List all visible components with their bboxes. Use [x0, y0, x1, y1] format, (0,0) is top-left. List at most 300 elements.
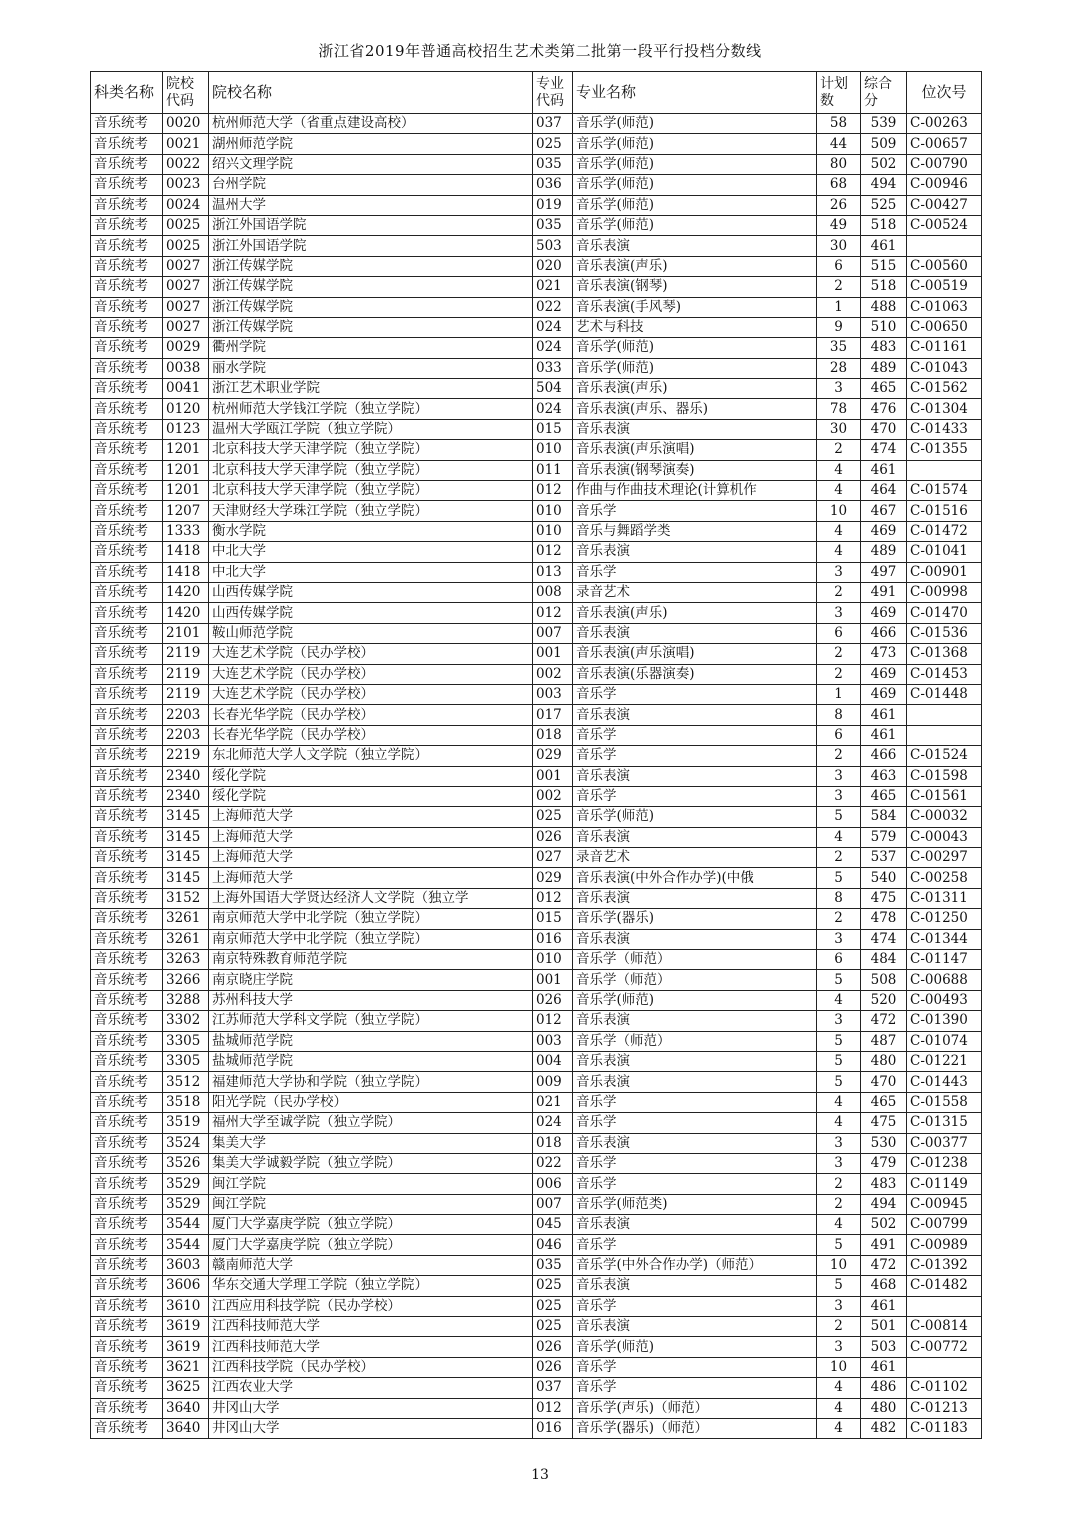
table-row	[91, 868, 982, 888]
school-code-cell: 2340	[163, 766, 209, 786]
score-cell: 520	[861, 990, 907, 1010]
major-name-cell: 音乐表演(声乐演唱)	[573, 644, 817, 664]
major-name-cell: 音乐学	[573, 1357, 817, 1377]
major-name-cell: 音乐表演(声乐)	[573, 256, 817, 276]
major-code-cell: 045	[533, 1215, 573, 1235]
plan-count-cell: 5	[817, 868, 861, 888]
rank-cell: C-01238	[907, 1153, 982, 1173]
rank-cell: C-01315	[907, 1113, 982, 1133]
school-code-cell: 0024	[163, 195, 209, 215]
score-cell: 494	[861, 175, 907, 195]
major-code-cell: 010	[533, 521, 573, 541]
major-code-cell: 035	[533, 215, 573, 235]
major-name-cell: 音乐表演	[573, 766, 817, 786]
major-name-cell: 音乐学	[573, 1153, 817, 1173]
major-name-cell: 音乐表演	[573, 929, 817, 949]
category-cell: 音乐统考	[91, 277, 163, 297]
score-cell: 480	[861, 1051, 907, 1071]
major-name-cell: 音乐表演(手风琴)	[573, 297, 817, 317]
school-name-cell: 江西科技学院（民办学校）	[209, 1357, 533, 1377]
score-cell: 579	[861, 827, 907, 847]
school-code-cell: 3526	[163, 1153, 209, 1173]
plan-count-cell: 8	[817, 888, 861, 908]
plan-count-cell: 3	[817, 929, 861, 949]
school-code-cell: 3625	[163, 1378, 209, 1398]
plan-count-cell: 4	[817, 1419, 861, 1439]
plan-count-cell: 2	[817, 1317, 861, 1337]
school-code-cell: 3603	[163, 1255, 209, 1275]
major-code-cell: 016	[533, 1419, 573, 1439]
header-category: 科类名称	[91, 72, 163, 114]
school-code-cell: 2340	[163, 786, 209, 806]
school-code-cell: 3145	[163, 807, 209, 827]
header-school-code: 院校代码	[163, 72, 209, 114]
score-cell: 518	[861, 215, 907, 235]
school-code-cell: 0025	[163, 236, 209, 256]
major-name-cell: 音乐表演	[573, 1317, 817, 1337]
category-cell: 音乐统考	[91, 399, 163, 419]
school-code-cell: 0123	[163, 419, 209, 439]
major-code-cell: 024	[533, 338, 573, 358]
category-cell: 音乐统考	[91, 1011, 163, 1031]
rank-cell	[907, 1357, 982, 1377]
plan-count-cell: 3	[817, 1133, 861, 1153]
school-code-cell: 1420	[163, 582, 209, 602]
table-row	[91, 888, 982, 908]
school-name-cell: 温州大学	[209, 195, 533, 215]
school-name-cell: 井冈山大学	[209, 1398, 533, 1418]
major-name-cell: 音乐学(师范类)	[573, 1194, 817, 1214]
category-cell: 音乐统考	[91, 1031, 163, 1051]
score-cell: 501	[861, 1317, 907, 1337]
school-code-cell: 3640	[163, 1398, 209, 1418]
category-cell: 音乐统考	[91, 215, 163, 235]
school-name-cell: 北京科技大学天津学院（独立学院）	[209, 460, 533, 480]
table-header-row	[91, 72, 982, 114]
plan-count-cell: 44	[817, 134, 861, 154]
category-cell: 音乐统考	[91, 786, 163, 806]
plan-count-cell: 3	[817, 562, 861, 582]
major-code-cell: 019	[533, 195, 573, 215]
rank-cell: C-01392	[907, 1255, 982, 1275]
major-code-cell: 008	[533, 582, 573, 602]
major-name-cell: 音乐学(师范)	[573, 134, 817, 154]
school-code-cell: 0029	[163, 338, 209, 358]
major-code-cell: 013	[533, 562, 573, 582]
major-code-cell: 001	[533, 644, 573, 664]
table-row	[91, 501, 982, 521]
score-cell: 476	[861, 399, 907, 419]
table-row	[91, 114, 982, 134]
plan-count-cell: 2	[817, 644, 861, 664]
score-cell: 466	[861, 746, 907, 766]
table-row	[91, 725, 982, 745]
category-cell: 音乐统考	[91, 644, 163, 664]
major-name-cell: 音乐表演	[573, 827, 817, 847]
score-cell: 474	[861, 440, 907, 460]
plan-count-cell: 3	[817, 786, 861, 806]
category-cell: 音乐统考	[91, 297, 163, 317]
table-row	[91, 1235, 982, 1255]
score-cell: 461	[861, 460, 907, 480]
category-cell: 音乐统考	[91, 848, 163, 868]
score-cell: 479	[861, 1153, 907, 1173]
major-name-cell: 音乐学(中外合作办学)（师范）	[573, 1255, 817, 1275]
school-code-cell: 3305	[163, 1051, 209, 1071]
score-cell: 470	[861, 419, 907, 439]
school-code-cell: 3619	[163, 1317, 209, 1337]
rank-cell: C-01574	[907, 481, 982, 501]
category-cell: 音乐统考	[91, 256, 163, 276]
table-row	[91, 766, 982, 786]
category-cell: 音乐统考	[91, 1276, 163, 1296]
category-cell: 音乐统考	[91, 317, 163, 337]
table-row	[91, 603, 982, 623]
category-cell: 音乐统考	[91, 562, 163, 582]
school-name-cell: 上海师范大学	[209, 868, 533, 888]
school-code-cell: 0041	[163, 379, 209, 399]
plan-count-cell: 2	[817, 277, 861, 297]
table-row	[91, 195, 982, 215]
major-name-cell: 音乐表演	[573, 705, 817, 725]
major-code-cell: 026	[533, 827, 573, 847]
major-name-cell: 音乐表演	[573, 623, 817, 643]
school-name-cell: 浙江传媒学院	[209, 317, 533, 337]
rank-cell	[907, 1296, 982, 1316]
plan-count-cell: 3	[817, 1011, 861, 1031]
category-cell: 音乐统考	[91, 114, 163, 134]
school-name-cell: 上海外国语大学贤达经济人文学院（独立学	[209, 888, 533, 908]
rank-cell: C-01304	[907, 399, 982, 419]
score-cell: 491	[861, 582, 907, 602]
category-cell: 音乐统考	[91, 501, 163, 521]
plan-count-cell: 4	[817, 1113, 861, 1133]
school-name-cell: 中北大学	[209, 562, 533, 582]
table-row	[91, 1255, 982, 1275]
school-code-cell: 2101	[163, 623, 209, 643]
rank-cell: C-01043	[907, 358, 982, 378]
school-name-cell: 江西应用科技学院（民办学校）	[209, 1296, 533, 1316]
school-name-cell: 江苏师范大学科文学院（独立学院）	[209, 1011, 533, 1031]
rank-cell: C-01183	[907, 1419, 982, 1439]
score-cell: 483	[861, 1174, 907, 1194]
school-code-cell: 0022	[163, 154, 209, 174]
score-cell: 461	[861, 1296, 907, 1316]
rank-cell: C-00427	[907, 195, 982, 215]
school-code-cell: 3302	[163, 1011, 209, 1031]
major-code-cell: 029	[533, 746, 573, 766]
major-name-cell: 音乐学	[573, 501, 817, 521]
major-code-cell: 037	[533, 114, 573, 134]
category-cell: 音乐统考	[91, 1337, 163, 1357]
category-cell: 音乐统考	[91, 134, 163, 154]
major-name-cell: 音乐表演	[573, 1051, 817, 1071]
school-name-cell: 中北大学	[209, 542, 533, 562]
school-name-cell: 大连艺术学院（民办学校）	[209, 664, 533, 684]
school-name-cell: 上海师范大学	[209, 827, 533, 847]
rank-cell: C-00519	[907, 277, 982, 297]
table-row	[91, 1337, 982, 1357]
major-code-cell: 012	[533, 603, 573, 623]
plan-count-cell: 80	[817, 154, 861, 174]
major-code-cell: 006	[533, 1174, 573, 1194]
score-cell: 525	[861, 195, 907, 215]
major-code-cell: 503	[533, 236, 573, 256]
rank-cell: C-00043	[907, 827, 982, 847]
major-code-cell: 025	[533, 1276, 573, 1296]
major-code-cell: 025	[533, 807, 573, 827]
header-school-name: 院校名称	[209, 72, 533, 114]
table-row	[91, 154, 982, 174]
plan-count-cell: 5	[817, 1276, 861, 1296]
major-code-cell: 010	[533, 950, 573, 970]
school-name-cell: 上海师范大学	[209, 848, 533, 868]
table-row	[91, 338, 982, 358]
plan-count-cell: 3	[817, 1296, 861, 1316]
rank-cell: C-01161	[907, 338, 982, 358]
major-code-cell: 036	[533, 175, 573, 195]
category-cell: 音乐统考	[91, 684, 163, 704]
table-row	[91, 1051, 982, 1071]
rank-cell: C-01390	[907, 1011, 982, 1031]
table-row	[91, 1419, 982, 1439]
table-row	[91, 1215, 982, 1235]
major-name-cell: 音乐学(师范)	[573, 1337, 817, 1357]
major-name-cell: 音乐学(师范)	[573, 154, 817, 174]
category-cell: 音乐统考	[91, 1113, 163, 1133]
school-code-cell: 0027	[163, 277, 209, 297]
school-name-cell: 浙江传媒学院	[209, 297, 533, 317]
major-name-cell: 音乐表演	[573, 1133, 817, 1153]
table-row	[91, 1133, 982, 1153]
school-code-cell: 3544	[163, 1235, 209, 1255]
school-name-cell: 厦门大学嘉庚学院（独立学院）	[209, 1215, 533, 1235]
school-name-cell: 北京科技大学天津学院（独立学院）	[209, 481, 533, 501]
school-code-cell: 3512	[163, 1072, 209, 1092]
rank-cell: C-01558	[907, 1092, 982, 1112]
table-row	[91, 909, 982, 929]
major-code-cell: 025	[533, 134, 573, 154]
major-code-cell: 025	[533, 1317, 573, 1337]
school-name-cell: 山西传媒学院	[209, 603, 533, 623]
major-name-cell: 音乐表演	[573, 236, 817, 256]
school-code-cell: 3529	[163, 1174, 209, 1194]
school-name-cell: 阳光学院（民办学校）	[209, 1092, 533, 1112]
plan-count-cell: 35	[817, 338, 861, 358]
category-cell: 音乐统考	[91, 950, 163, 970]
category-cell: 音乐统考	[91, 990, 163, 1010]
rank-cell	[907, 460, 982, 480]
rank-cell: C-00989	[907, 1235, 982, 1255]
school-code-cell: 2119	[163, 664, 209, 684]
school-code-cell: 0038	[163, 358, 209, 378]
score-cell: 461	[861, 1357, 907, 1377]
table-row	[91, 419, 982, 439]
category-cell: 音乐统考	[91, 868, 163, 888]
header-composite-score: 综合分	[861, 72, 907, 114]
score-cell: 475	[861, 1113, 907, 1133]
school-name-cell: 集美大学	[209, 1133, 533, 1153]
rank-cell: C-01524	[907, 746, 982, 766]
rank-cell: C-00493	[907, 990, 982, 1010]
category-cell: 音乐统考	[91, 440, 163, 460]
plan-count-cell: 10	[817, 501, 861, 521]
score-cell: 470	[861, 1072, 907, 1092]
score-cell: 494	[861, 1194, 907, 1214]
category-cell: 音乐统考	[91, 521, 163, 541]
table-row	[91, 1031, 982, 1051]
category-cell: 音乐统考	[91, 1051, 163, 1071]
table-row	[91, 256, 982, 276]
category-cell: 音乐统考	[91, 1194, 163, 1214]
major-code-cell: 009	[533, 1072, 573, 1092]
major-code-cell: 024	[533, 1113, 573, 1133]
rank-cell: C-00998	[907, 582, 982, 602]
major-name-cell: 音乐学(师范)	[573, 807, 817, 827]
school-code-cell: 3544	[163, 1215, 209, 1235]
school-code-cell: 3524	[163, 1133, 209, 1153]
major-name-cell: 音乐表演	[573, 888, 817, 908]
rank-cell: C-00297	[907, 848, 982, 868]
category-cell: 音乐统考	[91, 1357, 163, 1377]
score-cell: 484	[861, 950, 907, 970]
school-name-cell: 井冈山大学	[209, 1419, 533, 1439]
major-code-cell: 012	[533, 1398, 573, 1418]
major-name-cell: 音乐表演	[573, 1276, 817, 1296]
category-cell: 音乐统考	[91, 970, 163, 990]
school-name-cell: 衢州学院	[209, 338, 533, 358]
major-code-cell: 018	[533, 725, 573, 745]
score-cell: 483	[861, 338, 907, 358]
plan-count-cell: 5	[817, 970, 861, 990]
rank-cell	[907, 725, 982, 745]
table-row	[91, 1072, 982, 1092]
school-code-cell: 0027	[163, 256, 209, 276]
school-code-cell: 3529	[163, 1194, 209, 1214]
rank-cell: C-00377	[907, 1133, 982, 1153]
major-name-cell: 音乐学(师范)	[573, 990, 817, 1010]
school-name-cell: 台州学院	[209, 175, 533, 195]
header-rank: 位次号	[907, 72, 982, 114]
school-code-cell: 0025	[163, 215, 209, 235]
major-code-cell: 012	[533, 1011, 573, 1031]
rank-cell: C-00814	[907, 1317, 982, 1337]
school-code-cell: 2219	[163, 746, 209, 766]
rank-cell	[907, 705, 982, 725]
table-row	[91, 236, 982, 256]
category-cell: 音乐统考	[91, 481, 163, 501]
table-row	[91, 990, 982, 1010]
table-row	[91, 399, 982, 419]
table-row	[91, 746, 982, 766]
plan-count-cell: 6	[817, 950, 861, 970]
plan-count-cell: 4	[817, 460, 861, 480]
school-code-cell: 2203	[163, 725, 209, 745]
score-cell: 489	[861, 358, 907, 378]
plan-count-cell: 10	[817, 1255, 861, 1275]
table-row	[91, 277, 982, 297]
rank-cell: C-01470	[907, 603, 982, 623]
major-code-cell: 002	[533, 786, 573, 806]
school-name-cell: 闽江学院	[209, 1174, 533, 1194]
plan-count-cell: 4	[817, 990, 861, 1010]
major-code-cell: 027	[533, 848, 573, 868]
major-code-cell: 026	[533, 1357, 573, 1377]
plan-count-cell: 4	[817, 1398, 861, 1418]
school-name-cell: 厦门大学嘉庚学院（独立学院）	[209, 1235, 533, 1255]
score-cell: 491	[861, 1235, 907, 1255]
category-cell: 音乐统考	[91, 623, 163, 643]
school-code-cell: 1333	[163, 521, 209, 541]
score-cell: 497	[861, 562, 907, 582]
plan-count-cell: 5	[817, 1235, 861, 1255]
plan-count-cell: 3	[817, 379, 861, 399]
major-name-cell: 音乐学	[573, 684, 817, 704]
school-name-cell: 盐城师范学院	[209, 1031, 533, 1051]
table-row	[91, 440, 982, 460]
table-row	[91, 379, 982, 399]
score-cell: 480	[861, 1398, 907, 1418]
school-name-cell: 丽水学院	[209, 358, 533, 378]
category-cell: 音乐统考	[91, 419, 163, 439]
rank-cell: C-00263	[907, 114, 982, 134]
major-name-cell: 音乐学(师范)	[573, 175, 817, 195]
major-name-cell: 音乐学(师范)	[573, 338, 817, 358]
plan-count-cell: 78	[817, 399, 861, 419]
score-cell: 488	[861, 297, 907, 317]
category-cell: 音乐统考	[91, 1072, 163, 1092]
plan-count-cell: 9	[817, 317, 861, 337]
school-name-cell: 福州大学至诚学院（独立学院）	[209, 1113, 533, 1133]
major-name-cell: 音乐表演	[573, 1215, 817, 1235]
plan-count-cell: 5	[817, 1051, 861, 1071]
school-code-cell: 3621	[163, 1357, 209, 1377]
school-name-cell: 鞍山师范学院	[209, 623, 533, 643]
major-name-cell: 音乐学	[573, 1174, 817, 1194]
major-code-cell: 004	[533, 1051, 573, 1071]
school-name-cell: 浙江艺术职业学院	[209, 379, 533, 399]
category-cell: 音乐统考	[91, 705, 163, 725]
major-name-cell: 录音艺术	[573, 582, 817, 602]
plan-count-cell: 30	[817, 236, 861, 256]
major-code-cell: 035	[533, 1255, 573, 1275]
rank-cell: C-01443	[907, 1072, 982, 1092]
plan-count-cell: 58	[817, 114, 861, 134]
score-cell: 475	[861, 888, 907, 908]
plan-count-cell: 2	[817, 1194, 861, 1214]
score-cell: 472	[861, 1011, 907, 1031]
major-name-cell: 音乐表演(乐器演奏)	[573, 664, 817, 684]
rank-cell: C-01598	[907, 766, 982, 786]
school-code-cell: 1201	[163, 460, 209, 480]
category-cell: 音乐统考	[91, 542, 163, 562]
rank-cell: C-01250	[907, 909, 982, 929]
admission-score-table	[90, 71, 982, 1439]
header-major-code: 专业代码	[533, 72, 573, 114]
score-cell: 463	[861, 766, 907, 786]
category-cell: 音乐统考	[91, 582, 163, 602]
school-name-cell: 湖州师范学院	[209, 134, 533, 154]
school-code-cell: 0020	[163, 114, 209, 134]
category-cell: 音乐统考	[91, 725, 163, 745]
plan-count-cell: 30	[817, 419, 861, 439]
school-code-cell: 3263	[163, 950, 209, 970]
major-code-cell: 015	[533, 909, 573, 929]
school-name-cell: 浙江外国语学院	[209, 215, 533, 235]
school-name-cell: 上海师范大学	[209, 807, 533, 827]
category-cell: 音乐统考	[91, 175, 163, 195]
school-code-cell: 3145	[163, 827, 209, 847]
